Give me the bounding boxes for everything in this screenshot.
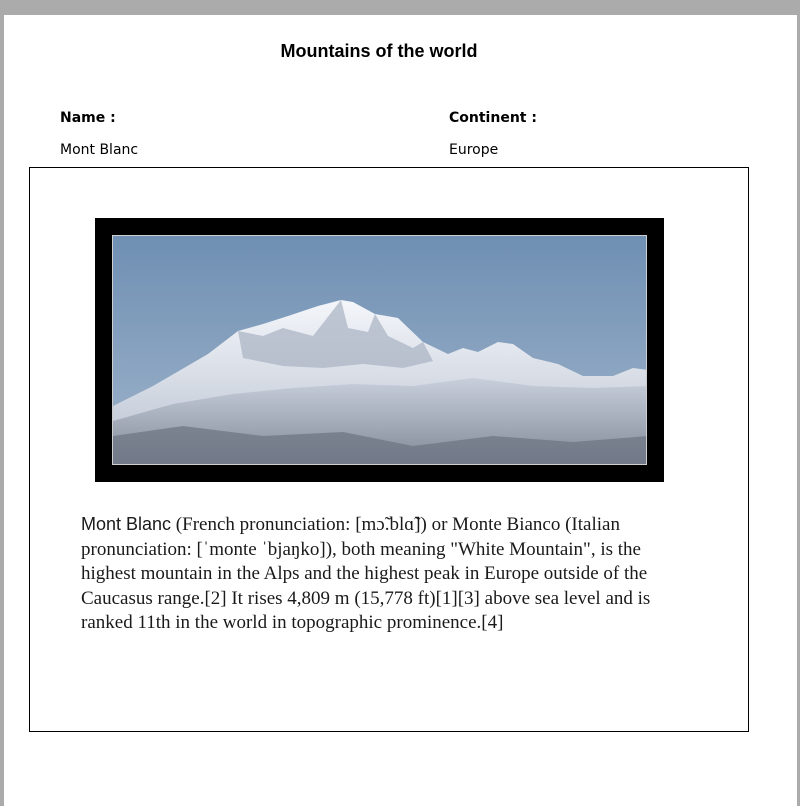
mountain-description: [81, 512, 681, 636]
description-body: (French pronunciation: [mɔ̃.blɑ̃]) or Monte Bianco (Italian pronunciation: [ˈmonte ˈbjaŋko]), both meaning "White Mountain", is the highest mountain in the Alps and the highest peak in Europe outside of the Caucasus range.[2] It rises 4,809 m (15,778 ft)[1][3] above sea level and is ranked 11th in the world in topographic prominence.[4]: [81, 514, 651, 633]
name-value: Mont Blanc: [60, 142, 139, 158]
description-lead: Mont Blanc: [81, 514, 172, 534]
mountain-photo: [112, 235, 647, 465]
document-page: [4, 15, 797, 806]
page-title: Mountains of the world: [280, 41, 478, 61]
photo-frame: [95, 218, 664, 482]
mountain-card: [29, 167, 749, 732]
continent-label: Continent :: [449, 110, 537, 126]
continent-value: Europe: [449, 142, 499, 158]
name-label: Name :: [60, 110, 116, 126]
